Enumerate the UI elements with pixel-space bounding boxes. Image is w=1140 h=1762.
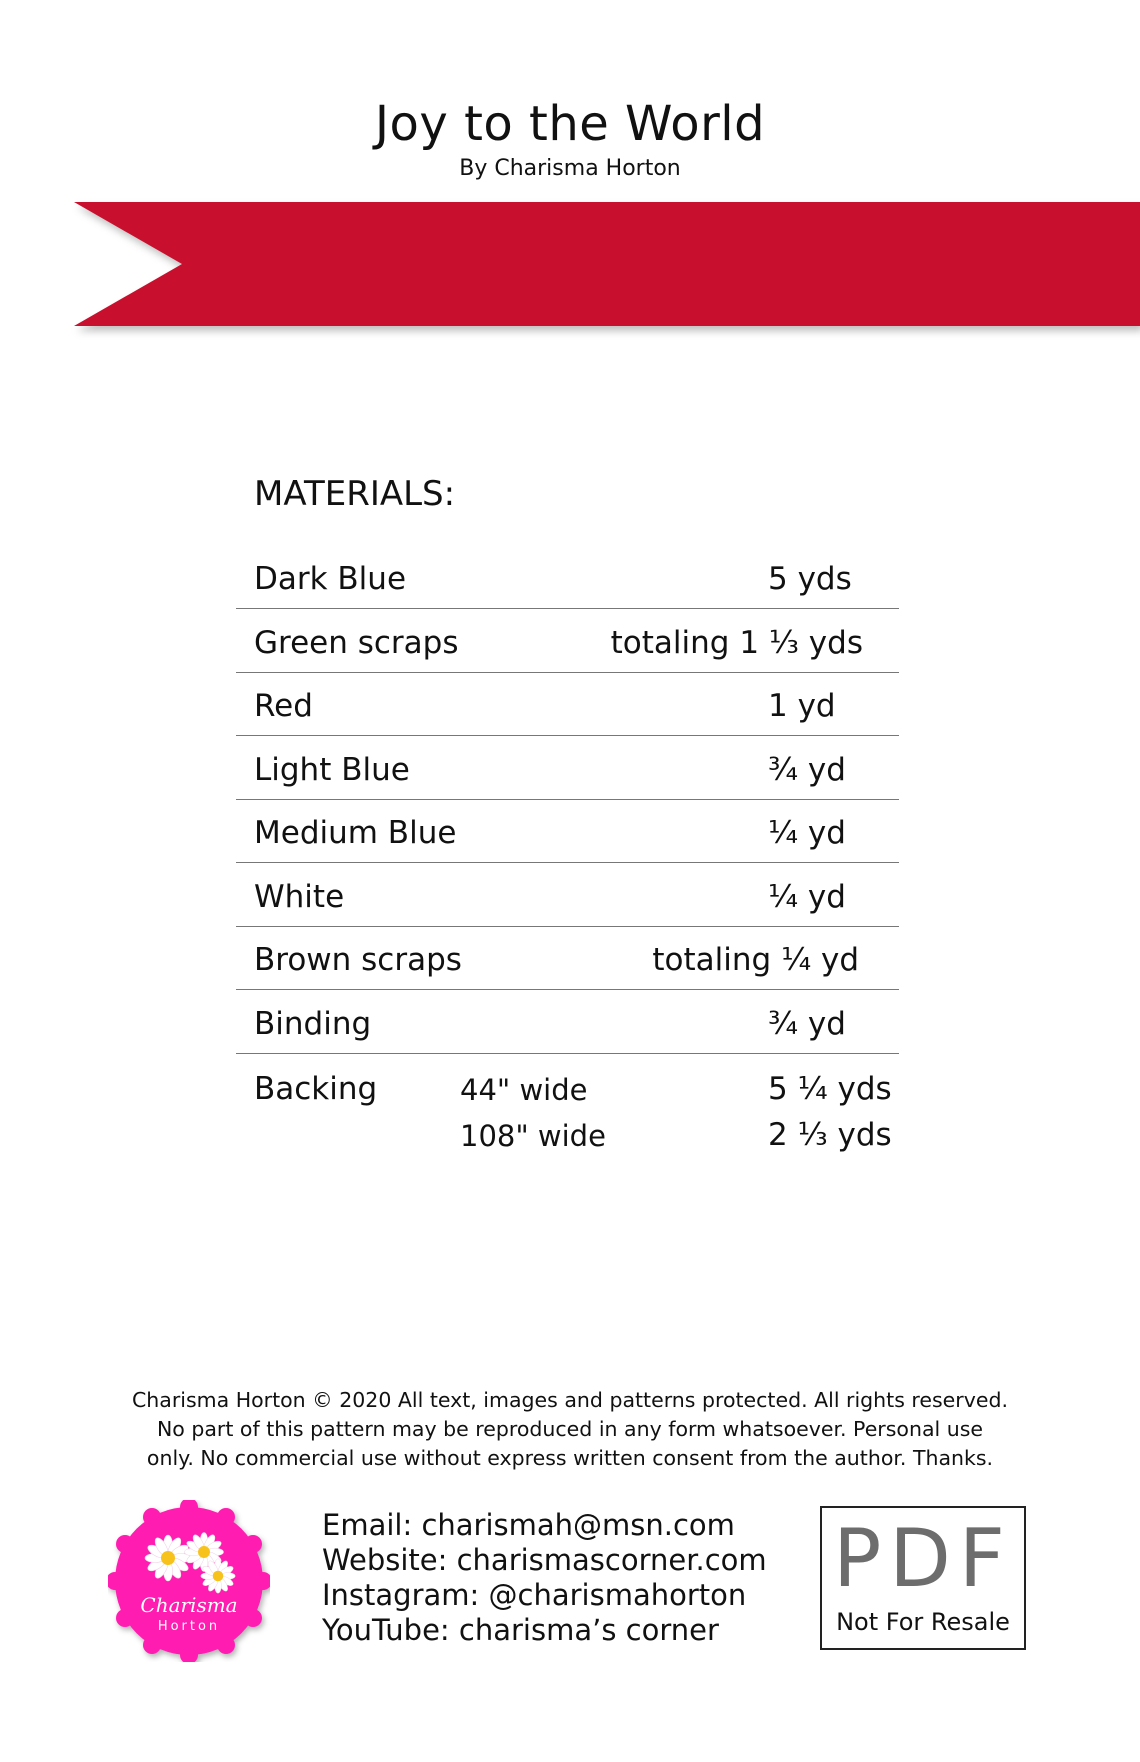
material-quantity: 1 yd (768, 688, 836, 724)
contact-youtube: YouTube: charisma’s corner (322, 1613, 719, 1647)
contact-email: Email: charismah@msn.com (322, 1508, 735, 1542)
backing-width: 44" wide (460, 1073, 588, 1107)
pdf-not-for-resale-badge (820, 1506, 1026, 1650)
contact-instagram: Instagram: @charismahorton (322, 1578, 747, 1612)
material-row-white (236, 865, 899, 927)
material-name: Brown scraps (254, 942, 462, 978)
contact-website: Website: charismascorner.com (322, 1543, 767, 1577)
material-name: Dark Blue (254, 561, 407, 597)
charisma-horton-logo (108, 1500, 270, 1662)
backing-quantity: 2 ⅓ yds (768, 1117, 892, 1153)
material-quantity: totaling 1 ⅓ yds (610, 624, 863, 661)
page-title: Joy to the World (374, 96, 766, 152)
logo-text-surname: Horton (157, 1619, 221, 1634)
material-quantity: ¾ yd (768, 1005, 846, 1042)
copyright-line: Charisma Horton © 2020 All text, images and patterns protected. All rights reserved. (131, 1388, 1008, 1412)
material-row-dark-blue (236, 547, 899, 609)
material-name: Red (254, 688, 313, 724)
copyright-notice (100, 1386, 1040, 1473)
materials-list (236, 547, 899, 1165)
materials-heading: MATERIALS: (254, 474, 456, 514)
material-quantity: totaling ¼ yd (652, 942, 859, 978)
material-name: Medium Blue (254, 815, 457, 851)
material-row-brown-scraps (236, 928, 899, 990)
material-row-backing (236, 1055, 899, 1165)
material-row-binding (236, 992, 899, 1054)
pdf-badge-title: PDF (833, 1512, 1013, 1605)
material-quantity: ¼ yd (768, 815, 846, 851)
author-byline: By Charisma Horton (459, 156, 681, 181)
material-name: Backing (254, 1071, 378, 1107)
copyright-line: only. No commercial use without express written consent from the author. Thanks. (146, 1446, 994, 1470)
material-name: Binding (254, 1005, 372, 1042)
backing-width: 108" wide (460, 1119, 606, 1153)
material-quantity: 5 yds (768, 561, 852, 597)
material-quantity: ¼ yd (768, 878, 846, 915)
copyright-line: No part of this pattern may be reproduced in any form whatsoever. Personal use (156, 1417, 984, 1441)
material-row-medium-blue (236, 801, 899, 863)
material-name: Light Blue (254, 751, 410, 788)
pdf-badge-subtitle: Not For Resale (836, 1608, 1010, 1636)
contact-info (322, 1508, 767, 1648)
ribbon-shape (74, 202, 1140, 326)
material-quantity: ¾ yd (768, 751, 846, 788)
backing-quantity: 5 ¼ yds (768, 1071, 892, 1107)
red-ribbon-banner (74, 202, 1140, 330)
material-row-light-blue (236, 738, 899, 800)
logo-text-name: Charisma (140, 1593, 238, 1617)
material-name: Green scraps (254, 624, 459, 661)
material-row-red (236, 674, 899, 736)
material-name: White (254, 878, 345, 915)
material-row-green-scraps (236, 611, 899, 673)
